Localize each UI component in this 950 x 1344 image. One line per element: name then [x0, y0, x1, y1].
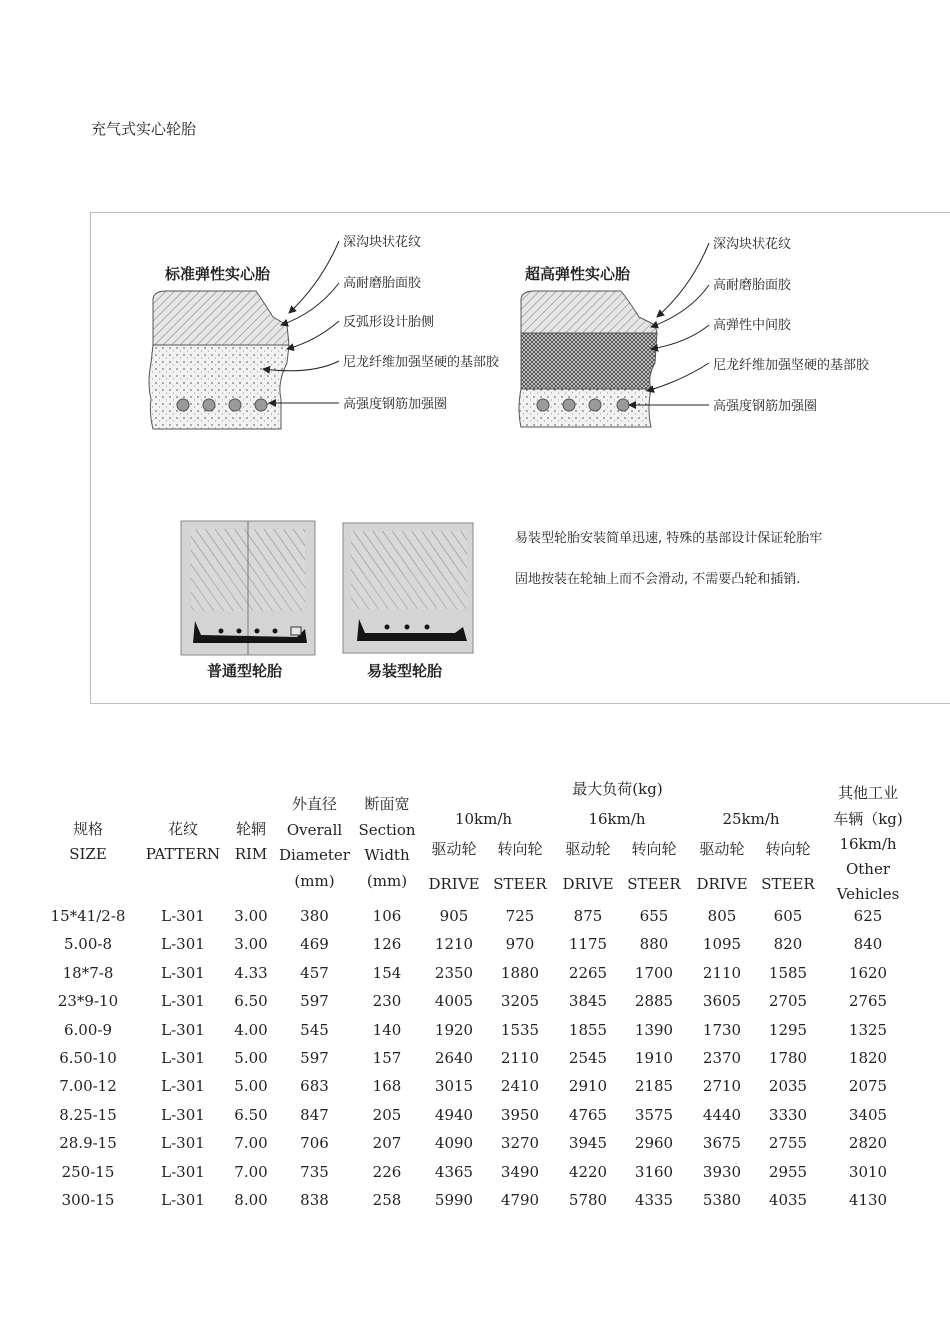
cell-drive-16: 4220: [568, 1162, 608, 1181]
cell-drive-10: 4005: [434, 992, 474, 1011]
cell-steer-25: 2755: [768, 1134, 808, 1153]
cell-rim: 3.00: [234, 935, 268, 954]
diameter-header-en2: Diameter: [279, 846, 350, 864]
steer-en-25: STEER: [761, 875, 815, 893]
normal-tire-photo: [181, 521, 315, 655]
cell-steer-10: 1880: [500, 963, 540, 982]
speed-25-header: 25km/h: [722, 809, 780, 828]
cell-steer-10: 725: [505, 907, 535, 925]
cell-pattern: L-301: [161, 1020, 205, 1039]
standard-callout-1: 深沟块状花纹: [343, 235, 422, 250]
cell-steer-10: 3270: [500, 1134, 540, 1153]
standard-tire-cross-section: [149, 291, 289, 429]
super-callout-4: 尼龙纤维加强坚硬的基部胶: [713, 358, 870, 373]
drive-cn-16: 驱动轮: [565, 840, 611, 858]
cell-size: 300-15: [61, 1191, 115, 1209]
cell-pattern: L-301: [161, 1162, 205, 1181]
cell-drive-25: 1730: [702, 1020, 742, 1039]
diameter-header: [270, 792, 359, 894]
cell-rim: 7.00: [234, 1134, 268, 1153]
cell-rim: 6.50: [234, 992, 268, 1011]
cell-other: 1620: [848, 963, 888, 982]
width-header-en1: Section: [358, 820, 416, 839]
cell-steer-16: 1910: [634, 1049, 674, 1067]
cell-drive-25: 3675: [702, 1134, 742, 1153]
drive-cn-25: 驱动轮: [699, 840, 745, 858]
diameter-header-cn: 外直径: [291, 795, 337, 813]
cell-diameter: 847: [300, 1105, 329, 1124]
cell-rim: 5.00: [234, 1077, 268, 1096]
cell-pattern: L-301: [161, 1134, 205, 1153]
size-header-cn: 规格: [72, 820, 103, 838]
table-row: [44, 1163, 924, 1191]
cell-width: 207: [372, 1134, 402, 1153]
cell-steer-16: 1390: [634, 1020, 674, 1039]
standard-callout-3: 反弧形设计胎侧: [343, 315, 435, 330]
cell-steer-25: 820: [773, 935, 803, 954]
other-header-cn1: 其他工业: [837, 783, 898, 802]
cell-steer-10: 4790: [500, 1191, 540, 1209]
cell-drive-10: 2350: [434, 963, 474, 982]
cell-pattern: L-301: [161, 907, 205, 925]
cell-steer-16: 4335: [634, 1191, 674, 1209]
cell-steer-25: 1780: [768, 1049, 808, 1067]
super-tire-title: 超高弹性实心胎: [525, 265, 631, 283]
cell-drive-16: 2910: [568, 1077, 608, 1096]
table-row: [44, 1106, 924, 1134]
cell-pattern: L-301: [161, 1191, 205, 1209]
table-row: [44, 935, 924, 963]
cell-drive-16: 875: [573, 907, 603, 925]
cell-pattern: L-301: [161, 935, 205, 954]
cell-steer-16: 2885: [634, 992, 674, 1011]
cell-other: 3405: [848, 1105, 888, 1124]
cell-rim: 4.33: [234, 963, 268, 982]
easy-tire-caption: 易装型轮胎: [367, 662, 443, 680]
cell-width: 226: [372, 1162, 402, 1181]
cell-steer-10: 2410: [500, 1077, 540, 1096]
other-header-speed: 16km/h: [839, 835, 897, 853]
super-callout-1: 深沟块状花纹: [713, 237, 792, 252]
cell-diameter: 597: [300, 1049, 329, 1067]
cell-drive-10: 4940: [434, 1105, 474, 1124]
cell-other: 2820: [848, 1134, 888, 1153]
cell-drive-25: 2110: [702, 963, 742, 982]
cell-steer-16: 3160: [634, 1162, 674, 1181]
cell-drive-10: 905: [439, 907, 469, 925]
cell-steer-10: 2110: [500, 1049, 540, 1067]
size-header: [44, 817, 132, 867]
super-callout-5: 高强度钢筋加强圈: [713, 399, 818, 414]
cell-diameter: 597: [300, 992, 329, 1011]
table-row: [44, 907, 924, 935]
drive-en-16: DRIVE: [562, 875, 614, 893]
steer-cn-10: 转向轮: [497, 840, 543, 858]
steer-en-16: STEER: [627, 875, 681, 893]
cell-size: 6.50-10: [59, 1049, 117, 1067]
cell-size: 7.00-12: [59, 1077, 117, 1096]
cell-steer-10: 3950: [500, 1105, 540, 1124]
cell-width: 230: [372, 992, 402, 1011]
easy-tire-description-line1: 易装型轮胎安装简单迅速, 特殊的基部设计保证轮胎牢: [515, 531, 823, 546]
table-row: [44, 1134, 924, 1162]
rim-header: [232, 817, 270, 867]
cell-diameter: 706: [300, 1134, 329, 1153]
cell-rim: 5.00: [234, 1049, 268, 1067]
super-callout-2: 高耐磨胎面胶: [713, 278, 792, 293]
cell-width: 140: [372, 1020, 402, 1039]
cell-width: 154: [372, 963, 402, 982]
cell-steer-25: 1295: [768, 1020, 808, 1039]
cell-drive-25: 4440: [702, 1105, 742, 1124]
cell-size: 28.9-15: [59, 1134, 117, 1153]
rim-header-cn: 轮辋: [235, 820, 266, 838]
cell-drive-10: 4090: [434, 1134, 474, 1153]
cell-steer-16: 1700: [634, 963, 674, 982]
cell-pattern: L-301: [161, 1105, 205, 1124]
cell-steer-16: 3575: [634, 1105, 674, 1124]
cell-drive-10: 3015: [434, 1077, 474, 1096]
cell-drive-25: 2370: [702, 1049, 742, 1067]
cell-drive-10: 1920: [434, 1020, 474, 1039]
cell-other: 1820: [848, 1049, 888, 1067]
table-row: [44, 992, 924, 1020]
cell-steer-25: 2705: [768, 992, 808, 1011]
rim-header-en: RIM: [234, 845, 268, 863]
cell-drive-16: 2545: [568, 1049, 608, 1067]
standard-callout-5: 高强度钢筋加强圈: [343, 397, 448, 412]
cell-diameter: 735: [300, 1162, 329, 1181]
cell-drive-16: 1855: [568, 1020, 608, 1039]
cell-diameter: 683: [300, 1077, 329, 1096]
cell-steer-25: 2035: [768, 1077, 808, 1096]
cell-steer-10: 3490: [500, 1162, 540, 1181]
cell-other: 4130: [848, 1191, 888, 1209]
cell-width: 168: [372, 1077, 402, 1096]
width-header-en2: Width: [364, 846, 410, 864]
cell-size: 18*7-8: [62, 963, 114, 982]
cell-steer-25: 4035: [768, 1191, 808, 1209]
tire-diagram-svg: [91, 213, 950, 703]
pattern-header-en: PATTERN: [145, 845, 221, 863]
cell-steer-25: 3330: [768, 1105, 808, 1124]
cell-width: 126: [372, 935, 402, 954]
width-header-cn: 断面宽: [364, 795, 410, 813]
cell-rim: 3.00: [234, 907, 268, 925]
cell-other: 2765: [848, 992, 888, 1011]
cell-size: 8.25-15: [59, 1105, 117, 1124]
cell-drive-16: 1175: [568, 935, 608, 954]
cell-rim: 8.00: [234, 1191, 268, 1209]
cell-other: 2075: [848, 1077, 888, 1096]
cell-other: 840: [853, 935, 883, 954]
cell-steer-10: 1535: [500, 1020, 540, 1039]
cell-rim: 7.00: [234, 1162, 268, 1181]
cell-drive-25: 2710: [702, 1077, 742, 1096]
diameter-header-en1: Overall: [286, 820, 343, 839]
cell-other: 1325: [848, 1020, 888, 1039]
table-row: [44, 1077, 924, 1105]
cell-steer-16: 2185: [634, 1077, 674, 1096]
cell-drive-16: 4765: [568, 1105, 608, 1124]
pattern-header: [132, 817, 234, 867]
cell-size: 6.00-9: [63, 1020, 112, 1039]
cell-drive-25: 3930: [702, 1162, 742, 1181]
cell-steer-16: 655: [639, 907, 669, 925]
cell-diameter: 469: [300, 935, 329, 954]
cell-size: 23*9-10: [57, 992, 119, 1011]
cell-drive-16: 3945: [568, 1134, 608, 1153]
cell-drive-25: 3605: [702, 992, 742, 1011]
cell-drive-16: 5780: [568, 1191, 608, 1209]
speed-16-header: 16km/h: [588, 809, 646, 828]
cell-drive-10: 1210: [434, 935, 474, 954]
cell-diameter: 457: [300, 963, 329, 982]
steer-en-10: STEER: [493, 875, 547, 893]
cell-drive-10: 5990: [434, 1191, 474, 1209]
table-row: [44, 1049, 924, 1077]
cell-other: 3010: [848, 1162, 888, 1181]
cell-steer-25: 1585: [768, 963, 808, 982]
cell-drive-10: 2640: [434, 1049, 474, 1067]
steer-cn-16: 转向轮: [631, 840, 677, 858]
size-header-en: SIZE: [69, 845, 107, 863]
page-title: 充气式实心轮胎: [91, 120, 197, 138]
width-header: [358, 792, 416, 894]
easy-tire-description-line2: 固地按装在轮轴上而不会滑动, 不需要凸轮和插销.: [515, 572, 801, 587]
cell-size: 5.00-8: [63, 935, 112, 954]
cell-size: 15*41/2-8: [50, 907, 126, 925]
cell-steer-16: 2960: [634, 1134, 674, 1153]
other-header-cn2: 车辆（kg): [833, 810, 903, 828]
steer-cn-25: 转向轮: [765, 840, 811, 858]
standard-tire-title: 标准弹性实心胎: [165, 265, 271, 283]
table-row: [44, 1021, 924, 1049]
cell-steer-25: 605: [773, 907, 803, 925]
cell-width: 157: [372, 1049, 402, 1067]
cell-size: 250-15: [61, 1162, 115, 1181]
diameter-header-unit: (mm): [294, 871, 335, 890]
cell-drive-25: 805: [707, 907, 737, 925]
cell-steer-16: 880: [639, 935, 669, 954]
cell-rim: 4.00: [234, 1020, 268, 1039]
cell-rim: 6.50: [234, 1105, 268, 1124]
cell-pattern: L-301: [161, 992, 205, 1011]
cell-diameter: 838: [300, 1191, 329, 1209]
cell-drive-16: 2265: [568, 963, 608, 982]
cell-drive-25: 1095: [702, 935, 742, 954]
cell-pattern: L-301: [161, 1049, 205, 1067]
cell-drive-10: 4365: [434, 1162, 474, 1181]
normal-tire-caption: 普通型轮胎: [207, 662, 283, 680]
drive-en-10: DRIVE: [428, 875, 480, 893]
super-callout-3: 高弹性中间胶: [713, 318, 792, 333]
cell-other: 625: [853, 907, 883, 925]
cell-pattern: L-301: [161, 963, 205, 982]
other-header-rest: [818, 832, 918, 907]
cell-drive-16: 3845: [568, 992, 608, 1011]
cell-width: 106: [372, 907, 402, 925]
other-header-en1: Other: [845, 860, 891, 878]
cell-drive-25: 5380: [702, 1191, 742, 1209]
standard-callout-4: 尼龙纤维加强坚硬的基部胶: [343, 355, 500, 370]
table-row: [44, 1191, 924, 1219]
drive-en-25: DRIVE: [696, 875, 748, 893]
standard-callout-2: 高耐磨胎面胶: [343, 276, 422, 291]
cell-diameter: 545: [300, 1020, 329, 1039]
cell-pattern: L-301: [161, 1077, 205, 1096]
easy-tire-photo: [343, 523, 473, 653]
cell-steer-10: 3205: [500, 992, 540, 1011]
tire-diagram-figure: [90, 212, 950, 704]
super-tire-cross-section: [519, 291, 657, 427]
cell-diameter: 380: [300, 907, 329, 925]
max-load-header: 最大负荷(kg): [572, 780, 663, 798]
width-header-unit: (mm): [366, 871, 408, 890]
cell-width: 258: [372, 1191, 402, 1209]
other-header-en2: Vehicles: [836, 885, 900, 903]
cell-width: 205: [372, 1105, 402, 1124]
table-row: [44, 964, 924, 992]
speed-10-header: 10km/h: [454, 809, 513, 828]
cell-steer-10: 970: [505, 935, 535, 954]
drive-cn-10: 驱动轮: [431, 840, 477, 858]
pattern-header-cn: 花纹: [167, 820, 198, 838]
cell-steer-25: 2955: [768, 1162, 808, 1181]
